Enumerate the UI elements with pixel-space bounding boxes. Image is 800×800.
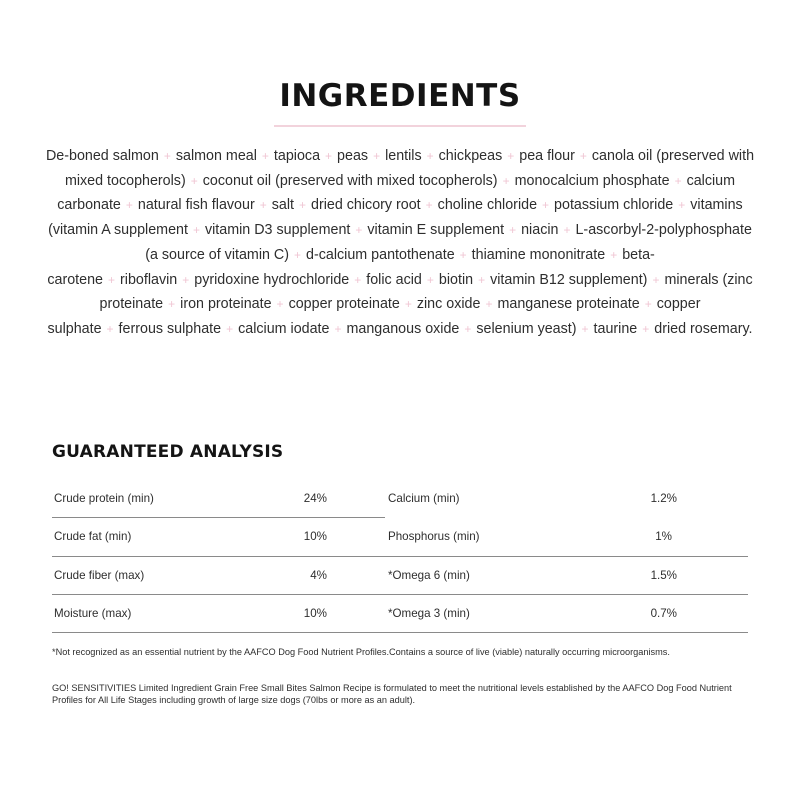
analysis-title: GUARANTEED ANALYSIS [52,442,284,462]
ingredient-item: lentils [385,148,422,164]
ingredient-item: pea flour [519,148,575,164]
separator-plus-icon: + [579,149,587,163]
separator-plus-icon: + [459,247,467,262]
separator-plus-icon: + [678,198,686,213]
analysis-value-crude-fat: 10% [303,530,327,543]
title-underline [274,125,526,127]
separator-plus-icon: + [563,223,571,238]
separator-plus-icon: + [674,173,682,188]
separator-plus-icon: + [259,198,267,213]
ingredient-item: zinc oxide [416,296,481,313]
ingredient-item: canola oil (preserved with mixed tocopherols) [64,148,755,189]
separator-plus-icon: + [425,198,433,213]
separator-plus-icon: + [325,149,333,163]
separator-plus-icon: + [125,198,133,213]
ingredient-item: ferrous sulphate [118,320,222,337]
ingredient-item: copper proteinate [288,296,400,313]
separator-plus-icon: + [190,173,198,188]
ingredients-title: INGREDIENTS [279,78,521,114]
separator-plus-icon: + [464,321,472,336]
separator-plus-icon: + [106,321,114,336]
ingredient-item: vitamin B12 supplement) [490,271,648,288]
separator-plus-icon: + [298,198,306,213]
separator-plus-icon: + [192,223,200,238]
ingredient-item: copper sulphate [47,296,701,337]
ingredient-item: d-calcium pantothenate [306,246,455,263]
analysis-value-crude-fiber: 4% [310,569,327,582]
ingredient-item: vitamin D3 supplement [204,222,351,239]
ingredient-item: De-boned salmon [45,148,159,164]
analysis-value-omega-3: 0.7% [650,607,677,620]
ingredient-item: coconut oil (preserved with mixed tocopherols) [202,172,498,189]
separator-plus-icon: + [355,223,363,238]
ingredient-item: beta-carotene [47,246,655,288]
ingredient-item: calcium iodate [238,320,330,337]
ingredient-item: iron proteinate [180,296,272,313]
separator-plus-icon: + [485,297,493,312]
ingredient-item: natural fish flavour [137,197,255,214]
analysis-label-crude-fiber: Crude fiber (max) [54,569,145,582]
analysis-value-phosphorus: 1% [655,530,672,543]
ingredient-item: potassium chloride [554,197,674,214]
ingredient-item: folic acid [366,271,422,288]
analysis-value-moisture: 10% [303,607,327,620]
ingredient-item: taurine [593,320,638,337]
footnote: *Not recognized as an essential nutrient by the AAFCO Dog Food Nutrient Profiles.Contains a source of live (viable) naturally occurring microorganisms. [52,647,670,657]
separator-plus-icon: + [168,297,176,312]
ingredient-item: L-ascorbyl-2-polyphosphate (a source of vitamin C) [145,222,752,263]
separator-plus-icon: + [644,297,652,312]
separator-plus-icon: + [404,297,412,312]
ingredient-item: salmon meal [175,148,257,164]
separator-plus-icon: + [426,149,434,163]
analysis-value-calcium: 1.2% [650,492,677,505]
ingredient-item: chickpeas [438,148,503,164]
separator-plus-icon: + [610,247,618,262]
ingredient-item: dried rosemary. [654,320,753,337]
ingredient-item: riboflavin [120,271,178,288]
separator-plus-icon: + [226,321,234,336]
ingredients-list [40,144,760,342]
ingredient-item: pyridoxine hydrochloride [194,271,350,288]
analysis-label-moisture: Moisture (max) [54,607,132,620]
analysis-label-crude-protein: Crude protein (min) [54,492,154,505]
separator-plus-icon: + [261,149,269,163]
separator-plus-icon: + [334,321,342,336]
separator-plus-icon: + [276,297,284,312]
ingredient-item: minerals (zinc proteinate [99,271,753,313]
analysis-value-crude-protein: 24% [303,492,327,505]
separator-plus-icon: + [373,149,381,163]
separator-plus-icon: + [354,272,362,287]
analysis-label-calcium: Calcium (min) [388,492,460,505]
analysis-row-divider [52,594,748,595]
ingredient-item: peas [337,148,369,164]
ingredient-item: calcium carbonate [57,172,736,214]
ingredient-item: dried chicory root [311,197,421,214]
separator-plus-icon: + [502,173,510,188]
separator-plus-icon: + [509,223,517,238]
separator-plus-icon: + [182,272,190,287]
ingredient-item: vitamin E supplement [367,222,505,239]
separator-plus-icon: + [108,272,116,287]
ingredient-item: manganese proteinate [497,296,640,313]
separator-plus-icon: + [507,149,515,163]
separator-plus-icon: + [542,198,550,213]
separator-plus-icon: + [642,321,650,336]
ingredient-item: niacin [521,222,559,239]
analysis-row-divider [52,632,748,633]
separator-plus-icon: + [581,321,589,336]
ingredient-item: monocalcium phosphate [514,172,670,189]
separator-plus-icon: + [652,272,660,287]
separator-plus-icon: + [163,149,171,163]
analysis-label-omega-6: *Omega 6 (min) [388,569,470,582]
ingredient-item: vitamins (vitamin A supplement [48,197,743,239]
analysis-label-crude-fat: Crude fat (min) [54,530,132,543]
ingredient-item: selenium yeast) [476,320,577,337]
ingredient-item: tapioca [273,148,321,164]
analysis-row-divider [52,556,748,557]
analysis-value-omega-6: 1.5% [650,569,677,582]
separator-plus-icon: + [426,272,434,287]
ingredient-item: biotin [438,271,474,288]
ingredient-item: choline chloride [437,197,538,214]
aafco-statement: GO! SENSITIVITIES Limited Ingredient Grain Free Small Bites Salmon Recipe is formulated to meet the nutritional levels established by the AAFCO Dog Food Nutrient Profiles for All Life Stages including growth of large size dogs (70lbs or more as an adult). [52,683,732,705]
analysis-label-omega-3: *Omega 3 (min) [388,607,470,620]
separator-plus-icon: + [294,247,302,262]
separator-plus-icon: + [478,272,486,287]
ingredient-item: salt [271,197,294,214]
ingredient-item: thiamine mononitrate [471,246,606,263]
analysis-label-phosphorus: Phosphorus (min) [388,530,480,543]
ingredient-item: manganous oxide [346,320,460,337]
